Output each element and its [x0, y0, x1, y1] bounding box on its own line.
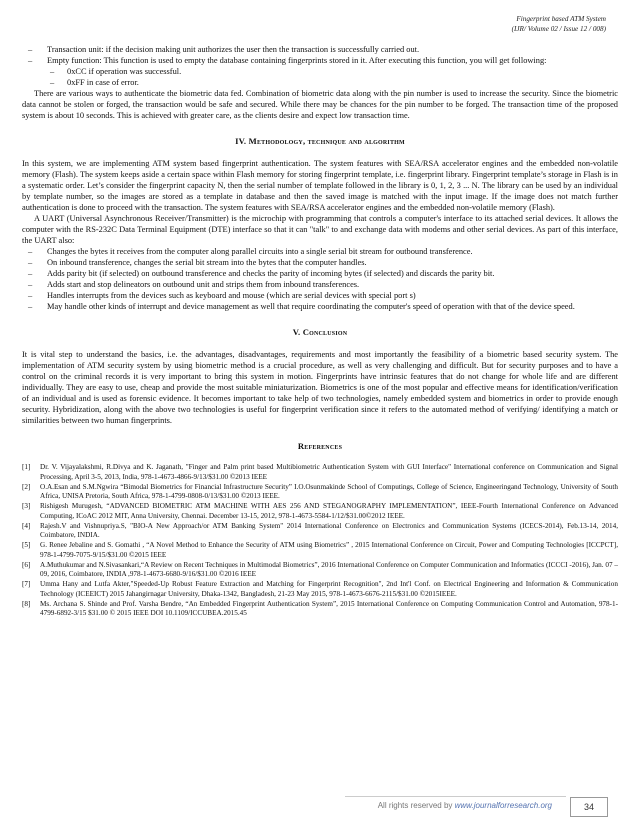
list-item: – Empty function: This function is used to empty the database containing fingerprints stored in it. After executing this function, you will get following:	[22, 55, 618, 66]
reference-item	[22, 483, 618, 502]
reference-item	[22, 463, 618, 482]
reference-number: [6]	[22, 560, 31, 569]
running-header	[512, 14, 606, 34]
paragraph: A UART (Universal Asynchronous Receiver/Transmitter) is the microchip with programming that controls a computer's interface to its attached serial devices. It allows the computer with the RS-232C Data Terminal Equipment (DTE) interface so that it can "talk" to and exchange data with modems and other serial devices. As part of this interface, the UART also:	[22, 214, 618, 245]
reference-text: Umma Hany and Lutfa Akter,"Speeded-Up Robust Feature Extraction and Matching for Fingerprint Recognition", 2nd Int'l Conf. on Electrical Engineering and Information & Communication Technology (ICEEICT) 2015 Jahangirnagar University, Dhaka-1342, Bangladesh, 21-23 May 2015, 978-1-4673-6676-2115/$31.00 ©2015IEEE.	[40, 580, 618, 598]
reference-item	[22, 502, 618, 521]
list-item: – Changes the bytes it receives from the computer along parallel circuits into a single serial bit stream for outbound transference.	[22, 246, 618, 257]
reference-text: Rishigesh Murugesh, “ADVANCED BIOMETRIC ATM MACHINE WITH AES 256 AND STEGANOGRAPHY IMPLEMENTATION”, IEEE-Fourth International Conference on Advanced Computing, ICoAC 2012 MIT, Anna University, Chennai. December 13-15, 2012, 978-1-4673-5584-1/12/$31.00©2012 IEEE.	[40, 502, 618, 520]
footer-divider	[345, 796, 566, 797]
paragraph: It is vital step to understand the basics, i.e. the advantages, disadvantages, requirements and most importantly the feasibility of a biometric based security system. The implementation of ATM security system by using biometric method is a crucial procedure, as well as very challenging and difficult. But for security purposes and to have a control on the criminal records it is very important to bring this system in motion. Fingerprints have intrinsic features that do not change for whole life and are different individually. They are easy to use, cheap and provide the most suitable miniaturization. Biometrics is one of the most popular and effective means for identification/verification of an individual and is used as forensic evidence. It becomes important to take help of two technologies, namely embedded system and biometrics in order to provide enough security. Hybridization, along with the above two technologies is useful for fingerprint verification since it refers to the automated method of verifying/ identifying a match or similarities between two human fingerprints.	[22, 350, 618, 425]
section-heading: V. Conclusion	[292, 327, 348, 337]
journal-title: Fingerprint based ATM System	[516, 15, 606, 23]
footer-rights	[378, 801, 552, 810]
reference-text: O.A.Esan and S.M.Ngwira “Bimodal Biometrics for Financial Infrastructure Security” I.O.Osunmakinde School of Computings, College of Science, Engineeringand Technology, University of South Africa, UNISA Pretoria, South Africa, 978-1-4799-0808-0/13/$31.00 ©2013 IEEE.	[40, 482, 618, 500]
reference-text: Dr. V. Vijayalakshmi, R.Divya and K. Jaganath, "Finger and Palm print based Multibiometric Authentication System with GUI Interface" International conference on Communication and Signal Processing, April 3-5, 2013, India, 978-1-4673-4866-9/13/$31.00 ©2013 IEEE	[40, 463, 618, 481]
paragraph: There are various ways to authenticate the biometric data fed. Combination of biometric data along with the pin number is used to increase the security. Since the biometric data cannot be stolen or forged, the transaction would be safe and secured. While there may be chances for the pin number to be forged. The transaction time of the proposed system is about 10 seconds. This is achieved with greater care, as the clients desire and expect low transaction time.	[22, 89, 618, 120]
result-sublist	[22, 66, 618, 88]
page-body	[22, 44, 618, 619]
reference-item	[22, 600, 618, 619]
section-heading: References	[297, 441, 343, 451]
list-item: – 0xFF in case of error.	[22, 77, 618, 88]
list-item: – Handles interrupts from the devices such as keyboard and mouse (which are serial devices with special port s)	[22, 290, 618, 301]
list-item: – Adds parity bit (if selected) on outbound transference and checks the parity of incoming bytes (if selected) and discards the parity bit.	[22, 268, 618, 279]
reference-number: [3]	[22, 502, 31, 510]
issue-info: (IJR/ Volume 02 / Issue 12 / 008)	[511, 25, 606, 33]
list-item: – May handle other kinds of interrupt and device management as well that require coordinating the computer's speed of operation with that of the device speed.	[22, 301, 618, 312]
reference-text: G. Renee Jebaline and S. Gomathi , “A Novel Method to Enhance the Security of ATM using Biometrics” , 2015 International Conference on Circuit, Power and Computing Technologies [ICCPCT], 978-1-4799-7075-9/15/$31.00 ©2015 IEEE	[40, 541, 618, 559]
reference-item	[22, 580, 618, 599]
list-item: – 0xCC if operation was successful.	[22, 66, 618, 77]
reference-number: [1]	[22, 463, 31, 471]
reference-text: Ms. Archana S. Shinde and Prof. Varsha Bendre, “An Embedded Fingerprint Authentication System”, 2015 International Conference on Computing Communication Control and Automation, 978-1-4799-6892-3/15 $31.00 © 2015 IEEE DOI 10.1109/ICCUBEA.2015.45	[40, 599, 618, 617]
page-footer	[0, 793, 638, 819]
paragraph: In this system, we are implementing ATM system based fingerprint authentication. The system features with SEA/RSA accelerator engines and the embedded non-volatile memory (Flash). The system keeps aside a certain space within Flash memory for storing fingerprint template, i.e. fingerprint library. Fingerprint template’s storage in Flash is in a systematic order. Let’s consider the fingerprint capacity N, then the serial number of template followed in the library is 0, 1, 2, 3 ... N. The library can be used by an individual by template number, so the images are stored as a template in database and then the saved image is matched with the input image. If the image does not match further authentication is done to proceed with the transaction. The system features with SEA/RSA accelerator engines and the embedded non-volatile memory (Flash).	[22, 159, 618, 212]
reference-number: [7]	[22, 580, 31, 588]
section-heading: IV. Methodology, technique and algorithm	[235, 136, 405, 146]
reference-list	[22, 463, 618, 619]
reference-item	[22, 541, 618, 560]
list-item: – Transaction unit: if the decision making unit authorizes the user then the transaction is successfully carried out.	[22, 44, 618, 55]
reference-number: [8]	[22, 599, 31, 608]
reference-item	[22, 522, 618, 541]
reference-item	[22, 561, 618, 580]
page-number: 34	[570, 797, 608, 817]
reference-text: A.Muthukumar and N.Sivasankari,“A Review on Recent Techniques in Multimodal Biometrics”, 2016 International Conference on Computer Communication and Informatics (ICCCI -2016), Jan. 07 – 09, 2016, Coimbatore, INDIA ,978-1-4673-6680-9/16/$31.00 ©2016 IEEE	[40, 560, 618, 578]
reference-number: [2]	[22, 482, 31, 491]
function-list	[22, 44, 618, 66]
rights-text: All rights reserved by	[377, 801, 455, 810]
list-item: – On inbound transference, changes the serial bit stream into the bytes that the computer handles.	[22, 257, 618, 268]
uart-list	[22, 246, 618, 312]
reference-number: [5]	[22, 541, 31, 549]
reference-number: [4]	[22, 521, 31, 530]
list-item: – Adds start and stop delineators on outbound unit and strips them from inbound transferences.	[22, 279, 618, 290]
journal-url[interactable]: www.journalforresearch.org	[454, 801, 552, 810]
reference-text: Rajesh.V and Vishnupriya.S, "BIO-A New Approach/or ATM Banking System" 2014 International Conference on Electronics and Communication Systems (ICECS-2014), Feb.13-14, 2014, Coimbatore, INDIA.	[40, 521, 618, 539]
